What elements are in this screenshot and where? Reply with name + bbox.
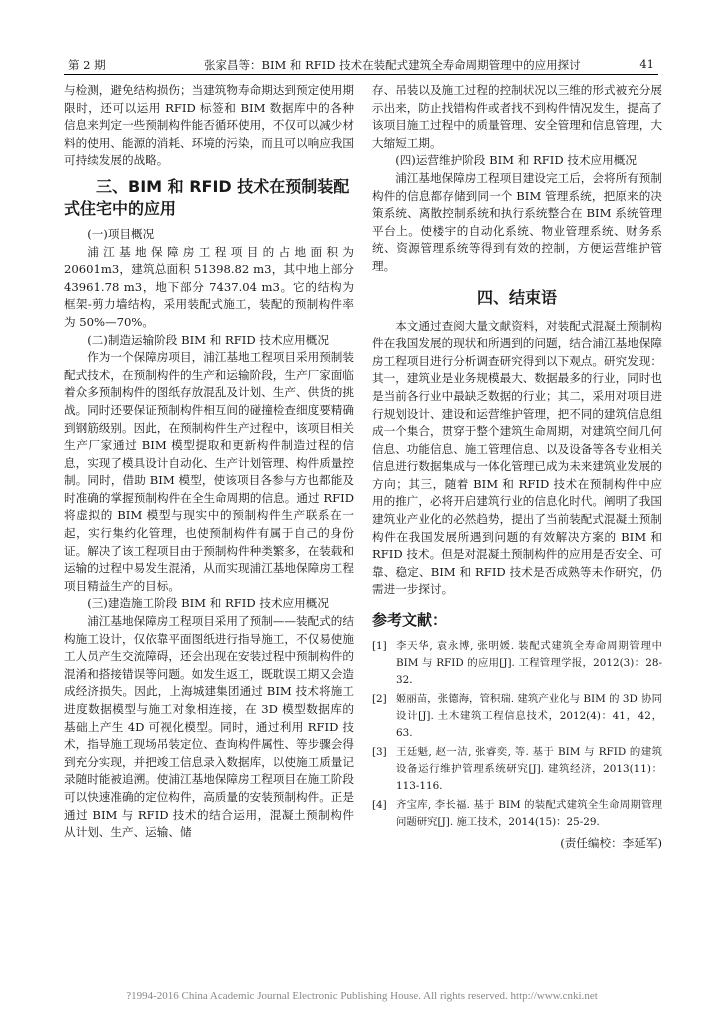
subsection-1-heading: (一)项目概况 bbox=[87, 226, 155, 241]
reference-text: 齐宝库, 李长福. 基于 BIM 的装配式建筑全生命周期管理问题研究[J]. 施工技术，2014(15)：25-29. bbox=[396, 799, 662, 829]
reference-text: 李天华, 袁永博, 张明媛. 装配式建筑全寿命周期管理中 BIM 与 RFID 的应用[J]. 工程管理学报，2012(3)：28-32． bbox=[396, 640, 662, 687]
section-4-heading: 四、结束语 bbox=[476, 287, 557, 307]
section-3-heading: 三、BIM 和 RFID 技术在预制装配式住宅中的应用 bbox=[64, 176, 350, 218]
reference-number: [4] bbox=[372, 799, 387, 812]
subsection-3-heading: (三)建造施工阶段 BIM 和 RFID 技术应用概况 bbox=[87, 596, 329, 611]
reference-number: [1] bbox=[372, 640, 387, 653]
reference-text: 王廷魁, 赵一洁, 张睿奕, 等. 基于 BIM 与 RFID 的建筑设备运行维护管理系统研究[J]. 建筑经济，2013(11)：113-116. bbox=[396, 746, 662, 793]
paragraph-intro-continued: 与检测，避免结构损伤；当建筑物寿命期达到预定使用期限时，还可以运用 RFID 标签和 BIM 数据库中的各种信息来判定一些预制构件能否循环使用，不仅可以减少材料的使用、能源的消耗、环境的污染，而且可以响应我国可持续发展的战略。 bbox=[64, 83, 354, 168]
right-column bbox=[372, 82, 662, 851]
reference-item bbox=[372, 638, 662, 689]
reference-item bbox=[372, 797, 662, 831]
paragraph-construction: 浦江基地保障房工程项目采用了预制——装配式的结构施工设计，仅依靠平面图纸进行指导施工，不仅易使施工人员产生交流障碍，还会出现在安装过程中预制构件的混淆和搭接错误等问题。如发生返工，既耽误工期又会造成经济损失。因此，上海城建集团通过 BIM 技术将施工进度数据模型与施工对象相连接，在 3D 模型数据库的基础上产生 4D 可视化模型。同时，通过利用 RFID 技术，指导施工现场吊装定位、查询构件属性、等步骤会得到充分实现，并把竣工信息录入数据库，以使施工质量记录随时能被追溯。使浦江基地保障房工程项目在施工阶段可以快速准确的定位构件，高质量的安装预制构件。正是通过 BIM 与 RFID 技术的结合运用，混凝土预制构件从计划、生产、运输、储 bbox=[64, 614, 354, 840]
reference-item bbox=[372, 744, 662, 795]
references-heading: 参考文献： bbox=[372, 611, 448, 630]
responsible-editor: (责任编校：李延军) bbox=[560, 836, 662, 851]
paragraph-construction-continued: 存、吊装以及施工过程的控制状况以三维的形式被充分展示出来，防止找错构件或者找不到构件情况发生，提高了该项目施工过程中的质量管理、安全管理和信息管理，大大缩短工期。 bbox=[372, 83, 662, 150]
running-title: 张家昌等：BIM 和 RFID 技术在装配式建筑全寿命周期管理中的应用探讨 bbox=[204, 58, 581, 72]
subsection-2-heading: (二)制造运输阶段 BIM 和 RFID 技术应用概况 bbox=[87, 332, 329, 347]
paragraph-operation: 浦江基地保障房工程项目建设完工后，会将所有预制构件的信息都存储到同一个 BIM 管理系统，把原来的决策系统、离散控制系统和执行系统整合在 BIM 系统管理平台上。使楼宇的自动化系统、物业管理系统、财务系统、资源管理系统等得到有效的控制，方便运营维护管理。 bbox=[372, 170, 662, 273]
reference-text: 姬丽苗，张德海，管积瑞. 建筑产业化与 BIM 的 3D 协同设计[J]. 土木建筑工程信息技术，2012(4)：41，42，63. bbox=[396, 693, 662, 740]
copyright-footer: ?1994-2016 China Academic Journal Electronic Publishing House. All rights reserved. http://www.cnki.net bbox=[126, 990, 598, 1002]
reference-number: [2] bbox=[372, 693, 387, 706]
reference-number: [3] bbox=[372, 746, 387, 759]
paragraph-conclusion: 本文通过查阅大量文献资料，对装配式混凝土预制构件在我国发展的现状和所遇到的问题，结合浦江基地保障房工程项目进行分析调查研究得到以下观点。研究发现：其一，建筑业是业务规模最大、数据最多的行业，同时也是当前各行业中最缺乏数据的行业；其二，采用对项目进行规划设计、建设和运营维护管理，把不同的建筑信息组成一个集合，贯穿于整个建筑生命周期，对建筑空间几何信息、功能信息、施工管理信息、以及设备等各专业相关信息进行数据集成与一体化管理已成为未来建筑业发展的方向；其三，随着 BIM 和 RFID 技术在预制构件中应用的推广，必将开启建筑行业的信息化时代。阐明了我国建筑业产业化的必然趋势，提出了当前装配式混凝土预制构件在我国发展所遇到问题的有效解决方案的 BIM 和 RFID 技术。但是对混凝土预制构件的应用是否安全、可靠、稳定、BIM 和 RFID 技术是否成熟等未作研究，仍需进一步探讨。 bbox=[372, 318, 662, 597]
issue-number: 第 2 期 bbox=[68, 58, 106, 72]
reference-item bbox=[372, 691, 662, 742]
left-column bbox=[64, 82, 354, 842]
references-list bbox=[372, 638, 662, 831]
paragraph-project-overview: 浦江基地保障房工程项目的占地面积为 20601m3，建筑总面积 51398.82 m3，其中地上部分 43961.78 m3，地下部分 7437.04 m3。它的结构为框架-剪力墙结构，采用装配式施工，装配的预制构件率为 50%—70%。 bbox=[64, 244, 354, 329]
paragraph-manufacturing: 作为一个保障房项目，浦江基地工程项目采用预制装配式技术，在预制构件的生产和运输阶段，生产厂家面临着众多预制构件的图纸存放混乱及计划、生产、供货的挑战。同时还要保证预制构件相互间的碰撞检查细度要精确到钢筋级别。因此，在预制构件生产过程中，该项目相关生产厂家通过 BIM 模型提取和更新构件制造过程的信息，实现了模具设计自动化、生产计划管理、构件质量控制。同时，借助 BIM 模型，使该项目各参与方也都能及时准确的掌握预制构件在全生命周期的信息。通过 RFID 将虚拟的 BIM 模型与现实中的预制构件生产联系在一起，实行集约化管理，也使预制构件有属于自己的身份证。解决了该工程项目由于预制构件种类繁多，在装载和运输的过程中易发生混淆，从而实现浦江基地保障房工程项目精益生产的目标。 bbox=[64, 350, 354, 593]
subsection-4-heading: (四)运营维护阶段 BIM 和 RFID 技术应用概况 bbox=[395, 153, 637, 168]
page-number: 41 bbox=[639, 57, 654, 71]
running-header bbox=[64, 56, 658, 75]
